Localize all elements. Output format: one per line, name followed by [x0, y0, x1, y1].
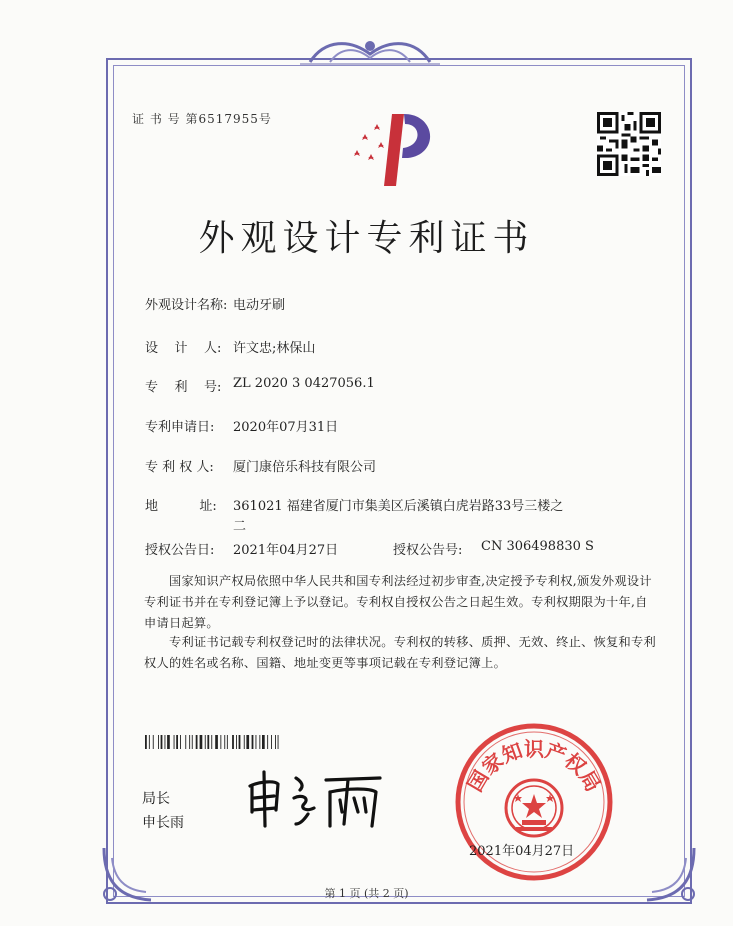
- designer-value: 许文忠;林保山: [233, 341, 316, 356]
- address-value-line1: 361021 福建省厦门市集美区后溪镇白虎岩路33号三楼之: [233, 499, 564, 514]
- body-paragraph-2: 专利证书记载专利权登记时的法律状况。专利权的转移、质押、无效、终止、恢复和专利权人的姓名或名称、国籍、地址变更等事项记载在专利登记簿上。: [144, 635, 657, 670]
- grant-date-label: 授权公告日:: [145, 543, 215, 558]
- patent-number-label: 专 利 号:: [145, 380, 222, 395]
- certificate-title: 外观设计专利证书: [198, 218, 535, 259]
- filing-date-value: 2020年07月31日: [233, 420, 339, 435]
- grant-date-value: 2021年04月27日: [233, 543, 339, 558]
- top-ornament: [300, 34, 440, 68]
- page-footer: 第 1 页 (共 2 页): [324, 887, 409, 900]
- grant-number-label: 授权公告号:: [393, 543, 463, 558]
- qr-code: [597, 112, 661, 176]
- designer-label: 设 计 人:: [145, 341, 222, 356]
- design-name-value: 电动牙刷: [233, 298, 286, 313]
- cnipa-logo: [348, 108, 448, 188]
- body-paragraph-1: 国家知识产权局依照中华人民共和国专利法经过初步审查,决定授予专利权,颁发外观设计专利证书并在专利登记簿上予以登记。专利权自授权公告之日起生效。专利权期限为十年,自申请日起算。: [144, 574, 652, 630]
- seal-date: 2021年04月27日: [469, 844, 575, 859]
- address-label: 地 址:: [145, 499, 217, 514]
- address-value-line2: 二: [233, 519, 247, 534]
- patent-number-value: ZL 2020 3 0427056.1: [233, 376, 375, 391]
- barcode: [145, 735, 323, 749]
- patentee-label: 专 利 权 人:: [145, 460, 214, 475]
- grant-number-value: CN 306498830 S: [481, 539, 594, 554]
- filing-date-label: 专利申请日:: [145, 420, 215, 435]
- patentee-value: 厦门康倍乐科技有限公司: [233, 460, 377, 475]
- certificate-number: 证 书 号 第6517955号: [132, 112, 272, 126]
- director-title: 局长: [142, 791, 170, 807]
- svg-text:国家知识产权局: 国家知识产权局: [462, 737, 606, 796]
- director-name: 申长雨: [142, 815, 184, 831]
- handwritten-signature: [244, 768, 394, 828]
- design-name-label: 外观设计名称:: [145, 298, 228, 313]
